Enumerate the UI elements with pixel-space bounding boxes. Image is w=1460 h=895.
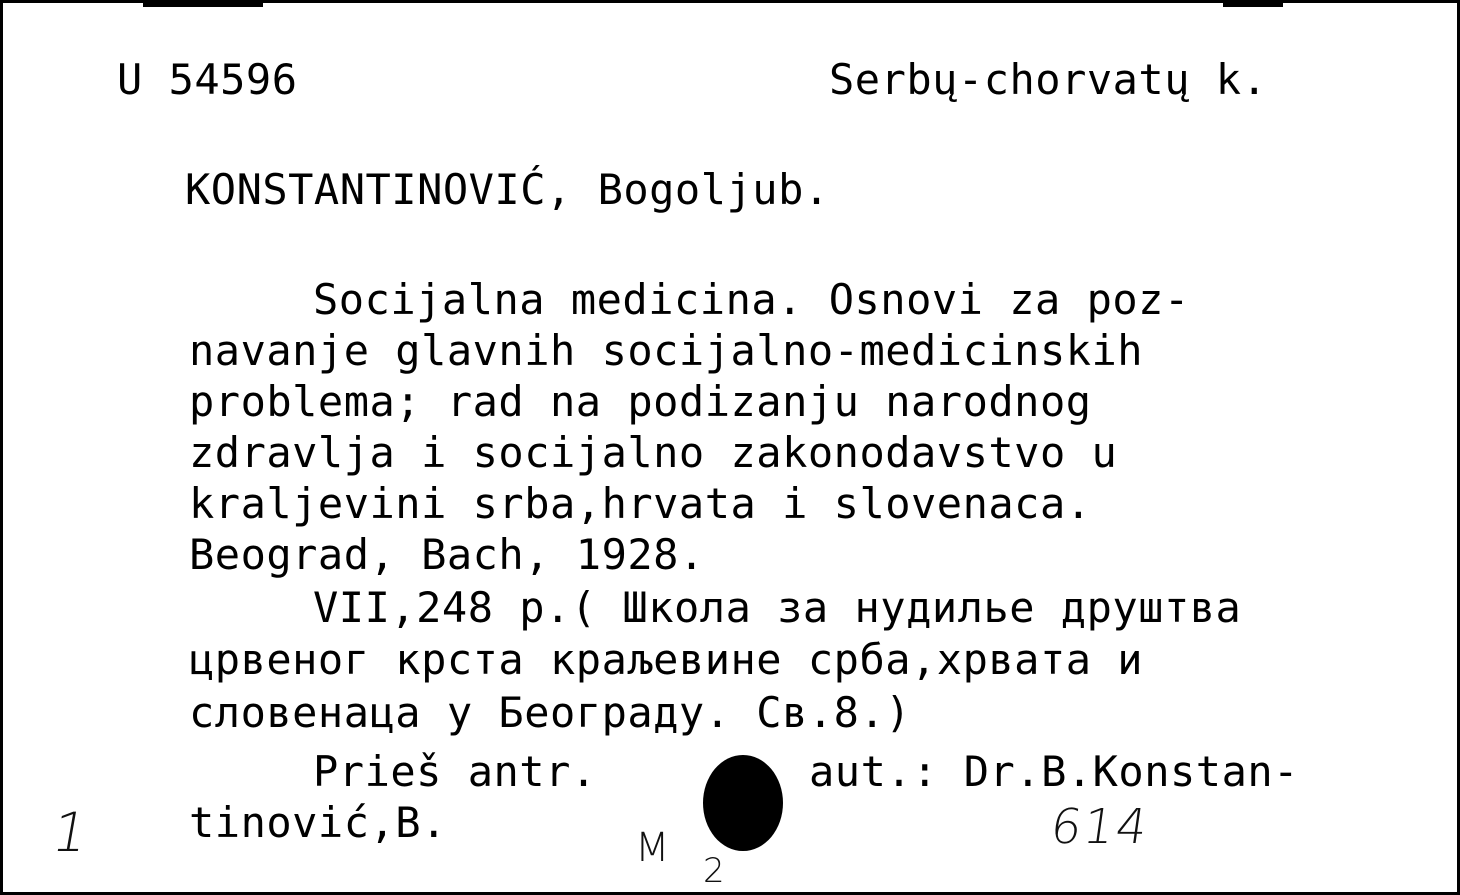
- imprint-line: Beograd, Bach, 1928.: [189, 530, 705, 579]
- title-line: navanje glavnih socijalno-medicinskih: [189, 326, 1144, 375]
- call-number: U 54596: [117, 55, 298, 104]
- collection-label: Serbų-chorvatų k.: [829, 55, 1268, 104]
- note-label: Prieš antr.: [313, 747, 597, 796]
- handwritten-mark: 2: [703, 851, 725, 891]
- top-edge-mark: [1223, 3, 1283, 7]
- note-text: aut.: Dr.B.Konstan-: [809, 747, 1299, 796]
- author-heading: KONSTANTINOVIĆ, Bogoljub.: [185, 165, 830, 214]
- handwritten-shelf-number: 614: [1047, 799, 1153, 855]
- series-line: словенаца у Београду. Св.8.): [189, 688, 912, 737]
- top-edge-mark: [143, 3, 263, 7]
- handwritten-letter: M: [635, 825, 670, 871]
- series-line: црвеног крста краљевине срба,хрвата и: [189, 635, 1144, 684]
- title-line: zdravlja i socijalno zakonodavstvo u: [189, 428, 1118, 477]
- collation-line: VII,248 p.( Школа за нудилье друштва: [313, 583, 1242, 632]
- handwritten-number: 1: [47, 801, 93, 864]
- title-line: problema; rad na podizanju narodnog: [189, 377, 1092, 426]
- title-line: Socijalna medicina. Osnovi za poz-: [313, 275, 1190, 324]
- note-text-continued: tinović,B.: [189, 798, 447, 847]
- title-line: kraljevini srba,hrvata i slovenaca.: [189, 479, 1092, 528]
- punch-hole: [703, 755, 783, 851]
